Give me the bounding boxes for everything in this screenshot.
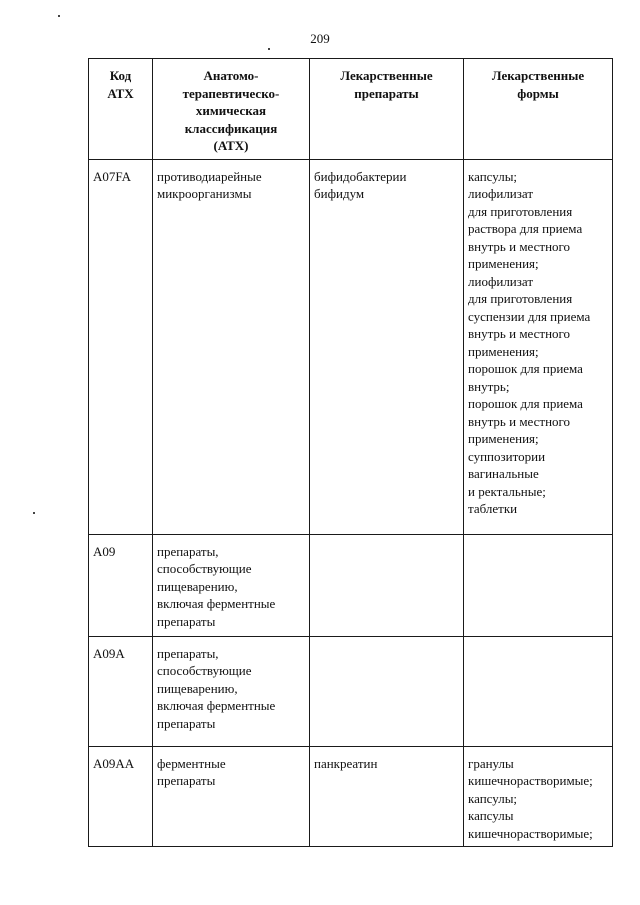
cell-atc-code: A09AA	[89, 746, 153, 847]
cell-dosage-forms: гранулы кишечнорастворимые; капсулы; капсулы кишечнорастворимые;	[464, 746, 613, 847]
cell-dosage-forms: капсулы; лиофилизат для приготовления раствора для приема внутрь и местного применения; лиофилизат для приготовления суспензии для приема внутрь и местного применения; порошок для приема внутрь; порошок для приема внутрь и местного применения; суппозитории вагинальные и ректальные; таблетки	[464, 159, 613, 534]
header-dosage-forms: Лекарственные формы	[464, 59, 613, 160]
table-row	[89, 746, 613, 847]
cell-dosage-forms	[464, 636, 613, 746]
page-number: 209	[310, 31, 330, 46]
cell-atc-code: A09	[89, 534, 153, 636]
cell-dosage-forms	[464, 534, 613, 636]
cell-drugs	[310, 636, 464, 746]
table-header-row	[89, 59, 613, 160]
cell-drugs: панкреатин	[310, 746, 464, 847]
table-row	[89, 159, 613, 534]
scan-speck	[33, 512, 35, 514]
cell-drugs	[310, 534, 464, 636]
cell-drugs: бифидобактерии бифидум	[310, 159, 464, 534]
scan-speck	[268, 48, 270, 50]
scan-speck	[58, 15, 60, 17]
header-atc-code: Код АТХ	[89, 59, 153, 160]
cell-classification: препараты, способствующие пищеварению, включая ферментные препараты	[153, 534, 310, 636]
cell-classification: препараты, способствующие пищеварению, включая ферментные препараты	[153, 636, 310, 746]
header-atc-classification: Анатомо- терапевтическо- химическая классификация (АТХ)	[153, 59, 310, 160]
cell-classification: противодиарейные микроорганизмы	[153, 159, 310, 534]
cell-classification: ферментные препараты	[153, 746, 310, 847]
cell-atc-code: A09A	[89, 636, 153, 746]
atc-classification-table	[88, 58, 613, 847]
header-drugs: Лекарственные препараты	[310, 59, 464, 160]
table-row	[89, 636, 613, 746]
table-row	[89, 534, 613, 636]
cell-atc-code: A07FA	[89, 159, 153, 534]
